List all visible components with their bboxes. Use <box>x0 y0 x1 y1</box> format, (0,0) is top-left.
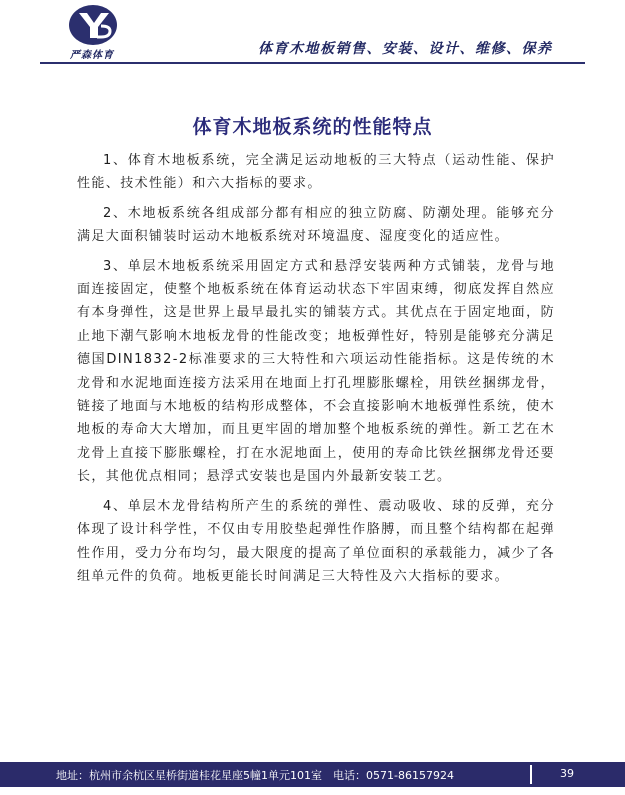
footer-separator <box>530 765 532 784</box>
paragraph-2: 2、木地板系统各组成部分都有相应的独立防腐、防潮处理。能够充分满足大面积铺装时运动木地板系统对环境温度、湿度变化的适应性。 <box>77 205 555 245</box>
body-text <box>77 149 555 594</box>
page-title: 体育木地板系统的性能特点 <box>192 116 433 138</box>
page-footer <box>0 762 625 787</box>
company-logo-icon <box>68 4 118 46</box>
paragraph-1: 1、体育木地板系统，完全满足运动地板的三大特点（运动性能、保护性能、技术性能）和六大指标的要求。 <box>77 153 555 192</box>
logo-text: 严森体育 <box>70 50 114 61</box>
page-header <box>0 0 625 64</box>
paragraph-4: 4、单层木龙骨结构所产生的系统的弹性、震动吸收、球的反弹，充分体现了设计科学性，不仅由专用胶垫起弹性作胳膊，而且整个结构都在起弹性作用，受力分布均匀，最大限度的提高了单位面积的承载能力，减少了各组单元件的负荷。地板更能长时间满足三大特性及六大指标的要求。 <box>77 498 555 584</box>
header-slogan: 体育木地板销售、安装、设计、维修、保养 <box>258 41 553 57</box>
footer-address: 地址：杭州市余杭区星桥街道桂花星座5幢1单元101室 电话：0571-86157924 <box>56 769 454 782</box>
header-divider <box>40 62 585 64</box>
page-number: 39 <box>560 767 574 780</box>
paragraph-3: 3、单层木地板系统采用固定方式和悬浮安装两种方式铺装，龙骨与地面连接固定，使整个地板系统在体育运动状态下牢固束缚，彻底发挥自然应有本身弹性，这是世界上最早最扎实的铺装方式。其优点在于固定地面，防止地下潮气影响木地板龙骨的性能改变；地板弹性好，特别是能够充分满足德国DIN1832-2标准要求的三大特性和六项运动性能指标。这是传统的木龙骨和水泥地面连接方法采用在地面上打孔埋膨胀螺栓，用铁丝捆绑龙骨，链接了地面与木地板的结构形成整体，不会直接影响木地板弹性系统，使木地板的寿命大大增加，而且更牢固的增加整个地板系统的弹性。新工艺在木龙骨上直接下膨胀螺栓，打在水泥地面上，使用的寿命比铁丝捆绑龙骨还要长，其他优点相同；悬浮式安装也是国内外最新安装工艺。 <box>77 258 555 485</box>
